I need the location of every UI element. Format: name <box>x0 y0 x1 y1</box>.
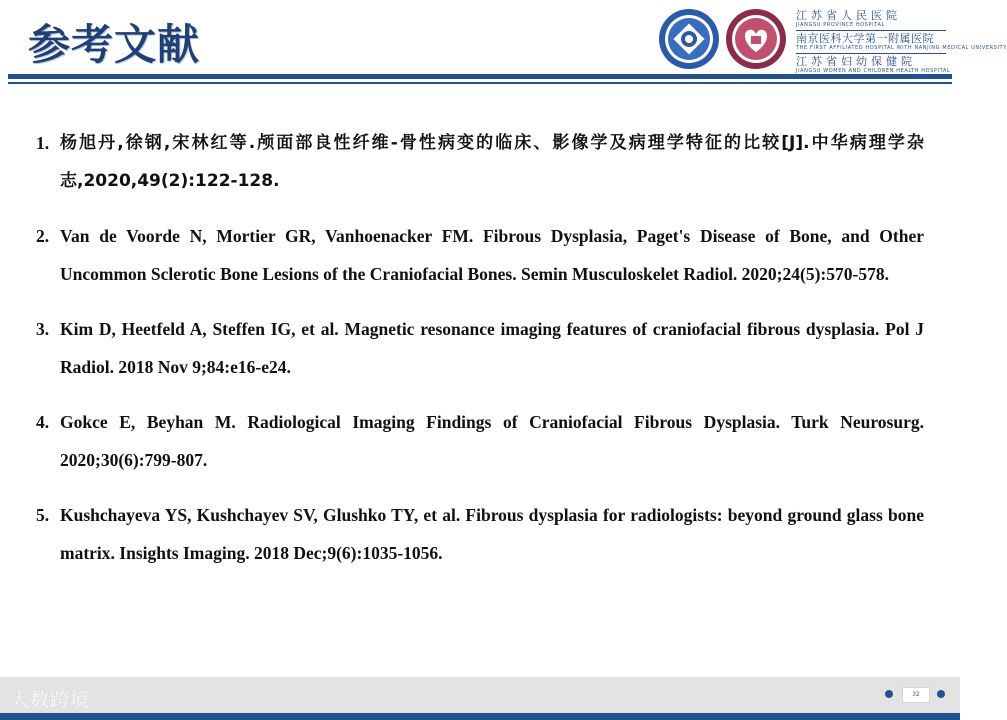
hospital-seal-logo <box>658 8 720 70</box>
header-rule-thin <box>8 82 952 84</box>
footer-dot-right-icon <box>937 690 945 698</box>
reference-text: 杨旭丹,徐钢,宋林红等.颅面部良性纤维-骨性病变的临床、影像学及病理学特征的比较[J].中华病理学杂志,2020,49(2):122-128. <box>60 133 924 191</box>
watermark-logo: 大数跨境 <box>10 689 91 711</box>
reference-text: Van de Voorde N, Mortier GR, Vanhoenacker FM. Fibrous Dysplasia, Paget's Disease of Bone, and Other Uncommon Sclerotic Bone Lesions of the Craniofacial Bones. Semin Musculoskelet Radiol. 2020;24(5):570-578. <box>60 226 924 284</box>
footer-band <box>0 677 960 713</box>
reference-text: Kushchayeva YS, Kushchayev SV, Glushko TY, et al. Fibrous dysplasia for radiologists: beyond ground glass bone matrix. Insights Imaging. 2018 Dec;9(6):1035-1056. <box>60 505 924 563</box>
reference-text: Gokce E, Beyhan M. Radiological Imaging Findings of Craniofacial Fibrous Dysplasia. Turk Neurosurg. 2020;30(6):799-807. <box>60 412 924 470</box>
institution-line2-en: THE FIRST AFFILIATED HOSPITAL WITH NANJING MEDICAL UNIVERSITY <box>796 45 1007 51</box>
institution-line3: 江苏省妇幼保健院 <box>796 55 916 68</box>
slide-title: 参考文献 <box>28 20 201 69</box>
reference-item <box>36 496 924 572</box>
reference-item <box>36 217 924 293</box>
reference-item <box>36 310 924 386</box>
reference-text: Kim D, Heetfeld A, Steffen IG, et al. Magnetic resonance imaging features of craniofacial fibrous dysplasia. Pol J Radiol. 2018 Nov 9;84:e16-e24. <box>60 319 924 377</box>
institution-names <box>796 9 1007 75</box>
reference-number: 5. <box>36 505 50 525</box>
maternity-hospital-logo <box>725 8 787 70</box>
reference-number: 3. <box>36 319 50 339</box>
page-number: 32 <box>902 687 930 703</box>
institution-line3-en: JIANGSU WOMEN AND CHILDREN HEALTH HOSPITAL <box>796 68 951 74</box>
header-rule-thick <box>8 74 952 79</box>
institution-line1-en: JIANGSU PROVINCE HOSPITAL <box>796 22 885 28</box>
reference-number: 2. <box>36 226 50 246</box>
reference-number: 1. <box>36 133 50 153</box>
reference-item <box>36 403 924 479</box>
institution-line1: 江苏省人民医院 <box>796 9 901 22</box>
reference-item <box>36 124 924 200</box>
reference-list <box>36 124 924 589</box>
institution-line2: 南京医科大学第一附属医院 <box>796 32 934 45</box>
reference-number: 4. <box>36 412 50 432</box>
footer-bar <box>0 713 960 720</box>
footer-dot-left-icon <box>885 690 893 698</box>
